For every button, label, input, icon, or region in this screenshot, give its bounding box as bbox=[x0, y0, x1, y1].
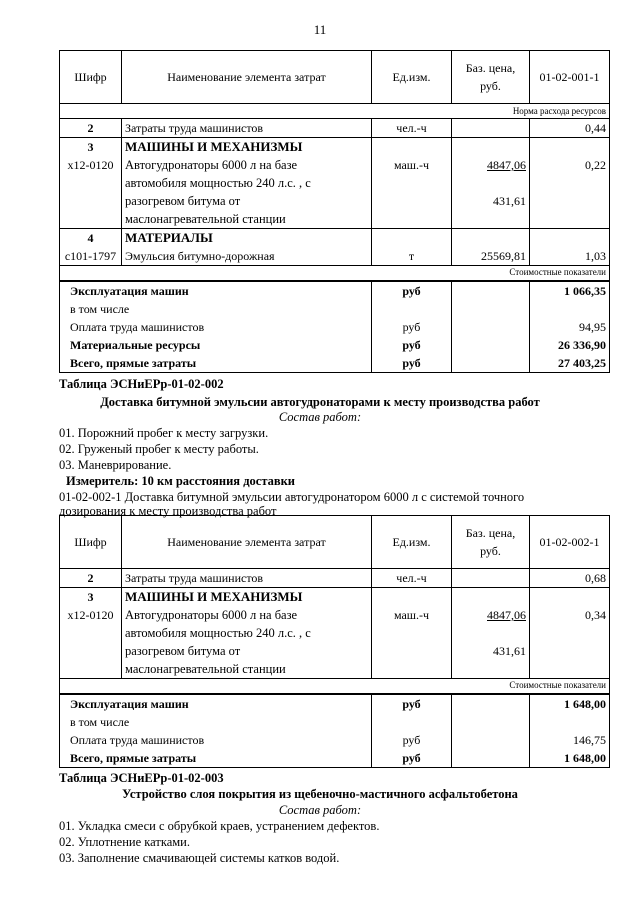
summary-label: Оплата труда машинистов bbox=[60, 318, 372, 336]
composition-label-2: Состав работ: bbox=[278, 410, 362, 424]
table-ref-2: Таблица ЭСНиЕРр-01-02-002 bbox=[59, 377, 224, 391]
labor-value: 0,44 bbox=[530, 119, 610, 138]
col-header-name: Наименование элемента затрат bbox=[122, 516, 372, 569]
labor-name: Затраты труда машинистов bbox=[122, 569, 372, 588]
machine-line: автомобиля мощностью 240 л.с. , с bbox=[125, 626, 311, 640]
work-step: 01. Укладка смеси с обрубкой краев, устранением дефектов. bbox=[59, 819, 380, 833]
summary-value: 27 403,25 bbox=[530, 354, 610, 373]
item-description: 01-02-002-1 Доставка битумной эмульсии автогудронатором 6000 л с системой точного bbox=[59, 490, 525, 504]
summary-label: Всего, прямые затраты bbox=[60, 749, 372, 768]
summary-label: Эксплуатация машин bbox=[60, 694, 372, 713]
machines-price-2: 431,61 bbox=[493, 644, 526, 658]
machines-code: 3 bbox=[87, 590, 94, 604]
meter-line: Измеритель: 10 км расстояния доставки bbox=[66, 474, 296, 488]
labor-code: 2 bbox=[60, 569, 122, 588]
note-resource-norm: Норма расхода ресурсов bbox=[60, 104, 610, 119]
work-step: 02. Уплотнение катками. bbox=[59, 835, 190, 849]
labor-code: 2 bbox=[60, 119, 122, 138]
col-header-id: 01-02-001-1 bbox=[530, 51, 610, 104]
summary-label: Оплата труда машинистов bbox=[60, 731, 372, 749]
machine-line: Автогудронаторы 6000 л на базе bbox=[125, 608, 298, 622]
machines-value: 0,22 bbox=[585, 158, 606, 172]
machines-unit: маш.-ч bbox=[393, 608, 430, 622]
col-header-price: Баз. цена, руб. bbox=[452, 516, 530, 569]
work-step: 02. Груженый пробег к месту работы. bbox=[59, 442, 259, 456]
labor-unit: чел.-ч bbox=[372, 119, 452, 138]
page-number: 11 bbox=[313, 22, 327, 37]
summary-value: 1 648,00 bbox=[530, 749, 610, 768]
labor-unit: чел.-ч bbox=[372, 569, 452, 588]
col-header-name: Наименование элемента затрат bbox=[122, 51, 372, 104]
machine-line: автомобиля мощностью 240 л.с. , с bbox=[125, 176, 311, 190]
machine-line: разогревом битума от bbox=[125, 644, 241, 658]
machines-subcode: х12-0120 bbox=[67, 158, 114, 172]
table-ref-3: Таблица ЭСНиЕРр-01-02-003 bbox=[59, 771, 224, 785]
summary-unit: руб bbox=[372, 318, 452, 336]
machine-line: маслонагревательной станции bbox=[125, 212, 286, 226]
section-title-3: Устройство слоя покрытия из щебеночно-мастичного асфальтобетона bbox=[122, 787, 518, 801]
col-header-unit: Ед.изм. bbox=[372, 516, 452, 569]
work-step: 01. Порожний пробег к месту загрузки. bbox=[59, 426, 269, 440]
summary-value: 26 336,90 bbox=[530, 336, 610, 354]
machines-code: 3 bbox=[87, 140, 94, 154]
note-cost-indicators: Стоимостные показатели bbox=[60, 679, 610, 695]
summary-unit: руб bbox=[372, 336, 452, 354]
labor-name: Затраты труда машинистов bbox=[122, 119, 372, 138]
col-header-id: 01-02-002-1 bbox=[530, 516, 610, 569]
summary-unit: руб bbox=[372, 694, 452, 713]
summary-value: 94,95 bbox=[530, 318, 610, 336]
machine-line: маслонагревательной станции bbox=[125, 662, 286, 676]
work-step: 03. Заполнение смачивающей системы катков водой. bbox=[59, 851, 340, 865]
materials-subcode: с101-1797 bbox=[64, 249, 117, 263]
col-header-price: Баз. цена, руб. bbox=[452, 51, 530, 104]
machines-title: МАШИНЫ И МЕХАНИЗМЫ bbox=[125, 589, 303, 604]
machine-line: Автогудронаторы 6000 л на базе bbox=[125, 158, 298, 172]
section-title-2: Доставка битумной эмульсии автогудронаторами к месту производства работ bbox=[100, 395, 540, 409]
machines-price-2: 431,61 bbox=[493, 194, 526, 208]
machines-price-1: 4847,06 bbox=[487, 608, 526, 622]
machines-unit: маш.-ч bbox=[393, 158, 430, 172]
col-header-code: Шифр bbox=[60, 516, 122, 569]
summary-label: в том числе bbox=[60, 713, 372, 731]
machines-title: МАШИНЫ И МЕХАНИЗМЫ bbox=[125, 139, 303, 154]
summary-label: Материальные ресурсы bbox=[60, 336, 372, 354]
labor-value: 0,68 bbox=[530, 569, 610, 588]
materials-value: 1,03 bbox=[585, 249, 606, 263]
machines-price-1: 4847,06 bbox=[487, 158, 526, 172]
summary-unit: руб bbox=[372, 354, 452, 373]
materials-name: Эмульсия битумно-дорожная bbox=[125, 249, 275, 263]
machine-line: разогревом битума от bbox=[125, 194, 241, 208]
materials-code: 4 bbox=[87, 231, 94, 245]
resource-table-2 bbox=[59, 515, 610, 768]
col-header-unit: Ед.изм. bbox=[372, 51, 452, 104]
summary-label: Всего, прямые затраты bbox=[60, 354, 372, 373]
summary-label: в том числе bbox=[60, 300, 372, 318]
composition-label-3: Состав работ: bbox=[278, 803, 362, 817]
materials-unit: т bbox=[408, 249, 415, 263]
summary-value: 1 648,00 bbox=[530, 694, 610, 713]
note-cost-indicators: Стоимостные показатели bbox=[60, 266, 610, 282]
machines-value: 0,34 bbox=[585, 608, 606, 622]
materials-price: 25569,81 bbox=[481, 249, 526, 263]
materials-title: МАТЕРИАЛЫ bbox=[125, 230, 213, 245]
col-header-code: Шифр bbox=[60, 51, 122, 104]
summary-label: Эксплуатация машин bbox=[60, 281, 372, 300]
machines-subcode: х12-0120 bbox=[67, 608, 114, 622]
summary-unit: руб bbox=[372, 731, 452, 749]
summary-unit: руб bbox=[372, 749, 452, 768]
work-step: 03. Маневрирование. bbox=[59, 458, 172, 472]
resource-table-1 bbox=[59, 50, 610, 373]
summary-value: 1 066,35 bbox=[530, 281, 610, 300]
item-description: дозирования к месту производства работ bbox=[59, 504, 277, 518]
summary-value: 146,75 bbox=[530, 731, 610, 749]
summary-unit: руб bbox=[372, 281, 452, 300]
